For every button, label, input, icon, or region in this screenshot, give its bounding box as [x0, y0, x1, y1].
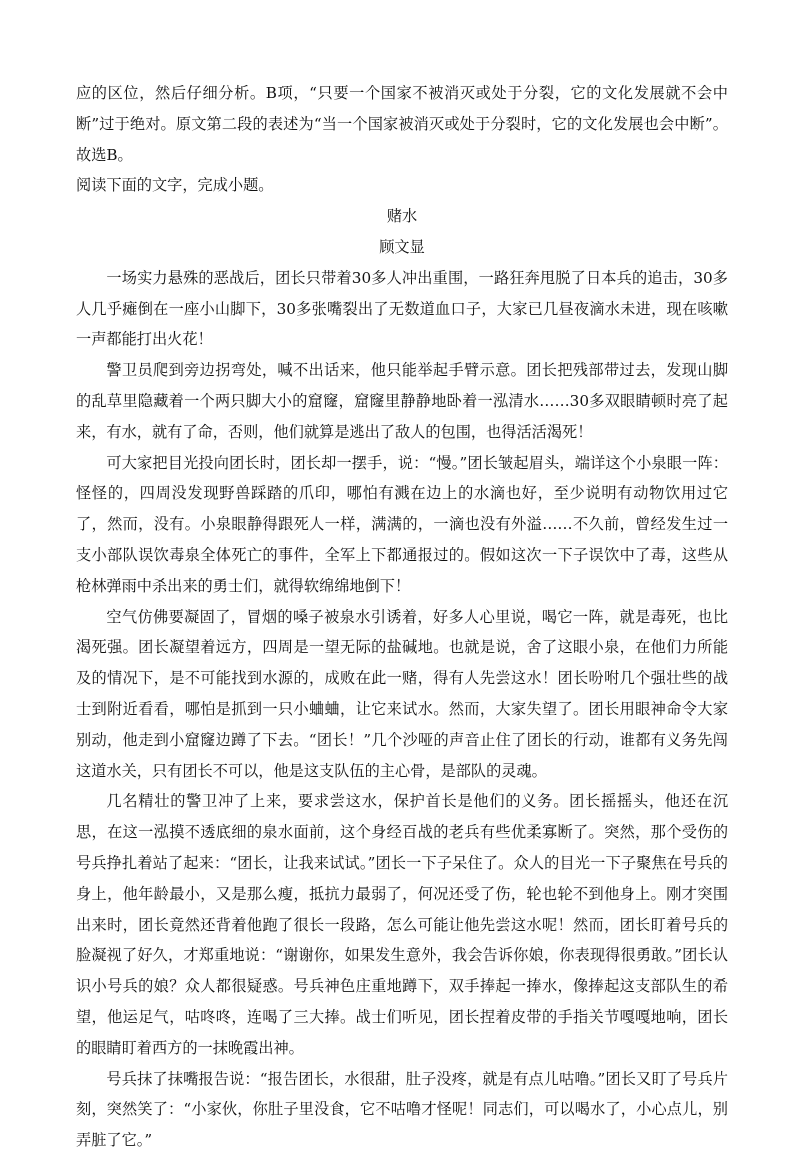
document-content: [76, 78, 728, 1156]
story-paragraph: 号兵抹了抹嘴报告说：“报告团长，水很甜，肚子没疼，就是有点儿咕噜。”团长又盯了号兵片刻，突然笑了：“小家伙，你肚子里没食，它不咕噜才怪呢！同志们，可以喝水了，小心点儿，别弄脏了它。”: [76, 1069, 728, 1150]
reading-instruction: 阅读下面的文字，完成小题。: [76, 176, 274, 195]
story-paragraph: 空气仿佛要凝固了，冒烟的嗓子被泉水引诱着，好多人心里说，喝它一阵，就是毒死，也比渴死强。团长凝望着远方，四周是一望无际的盐碱地。也就是说，舍了这眼小泉，在他们力所能及的情况下，是不可能找到水源的，成败在此一赌，得有人先尝这水！团长吩咐几个强壮些的战士到附近看看，哪怕是抓到一只小蛐蛐，让它来试水。然而，大家失望了。团长用眼神命令大家别动，他走到小窟窿边蹲了下去。“团长！”几个沙哑的声音止住了团长的行动，谁都有义务先闯这道水关，只有团长不可以，他是这支队伍的主心骨，是部队的灵魂。: [76, 607, 728, 780]
story-paragraph: 几名精壮的警卫冲了上来，要求尝这水，保护首长是他们的义务。团长摇摇头，他还在沉思，在这一泓摸不透底细的泉水面前，这个身经百战的老兵有些优柔寡断了。突然，那个受伤的号兵挣扎着站了起来：“团长，让我来试试。”团长一下子呆住了。众人的目光一下子聚焦在号兵的身上，他年龄最小，又是那么瘦，抵抗力最弱了，何况还受了伤，轮也轮不到他身上。刚才突围出来时，团长竟然还背着他跑了很长一段路，怎么可能让他先尝这水呢！然而，团长盯着号兵的脸凝视了好久，才郑重地说：“谢谢你，如果发生意外，我会告诉你娘，你表现得很勇敢。”团长认识小号兵的娘？众人都很疑惑。号兵神色庄重地蹲下，双手捧起一捧水，像捧起这支部队生的希望，他运足气，咕咚咚，连喝了三大捧。战士们听见，团长捏着皮带的手指关节嘎嘎地响，团长的眼睛盯着西方的一抹晚霞出神。: [76, 792, 728, 1057]
story-paragraph: 警卫员爬到旁边拐弯处，喊不出话来，他只能举起手臂示意。团长把残部带过去，发现山脚的乱草里隐藏着一个两只脚大小的窟窿，窟窿里静静地卧着一泓清水……30多双眼睛顿时亮了起来，有水，就有了命，否则，他们就算是逃出了敌人的包围，也得活活渴死！: [76, 361, 728, 441]
story-paragraph: 可大家把目光投向团长时，团长却一摆手，说：“慢。”团长皱起眉头，端详这个小泉眼一阵：怪怪的，四周没发现野兽踩踏的爪印，哪怕有溅在边上的水滴也好，至少说明有动物饮用过它了，然而，没有。小泉眼静得跟死人一样，满满的，一滴也没有外溢……不久前，曾经发生过一支小部队误饮毒泉全体死亡的事件，全军上下都通报过的。假如这次一下子误饮中了毒，这些从枪林弹雨中杀出来的勇士们，就得软绵绵地倒下！: [76, 453, 728, 595]
story-paragraph: 一场实力悬殊的恶战后，团长只带着30多人冲出重围，一路狂奔甩脱了日本兵的追击，30多人几乎瘫倒在一座小山脚下，30多张嘴裂出了无数道血口子，大家已几昼夜滴水未进，现在咳嗽一声都能打出火花！: [76, 268, 728, 349]
answer-explanation-paragraph: 应的区位，然后仔细分析。B项，“只要一个国家不被消灭或处于分裂，它的文化发展就不会中断”过于绝对。原文第二段的表述为“当一个国家被消灭或处于分裂时，它的文化发展也会中断”。故选B。: [76, 84, 728, 164]
story-author: 顾文显: [379, 237, 425, 256]
story-title: 赌水: [386, 207, 418, 226]
